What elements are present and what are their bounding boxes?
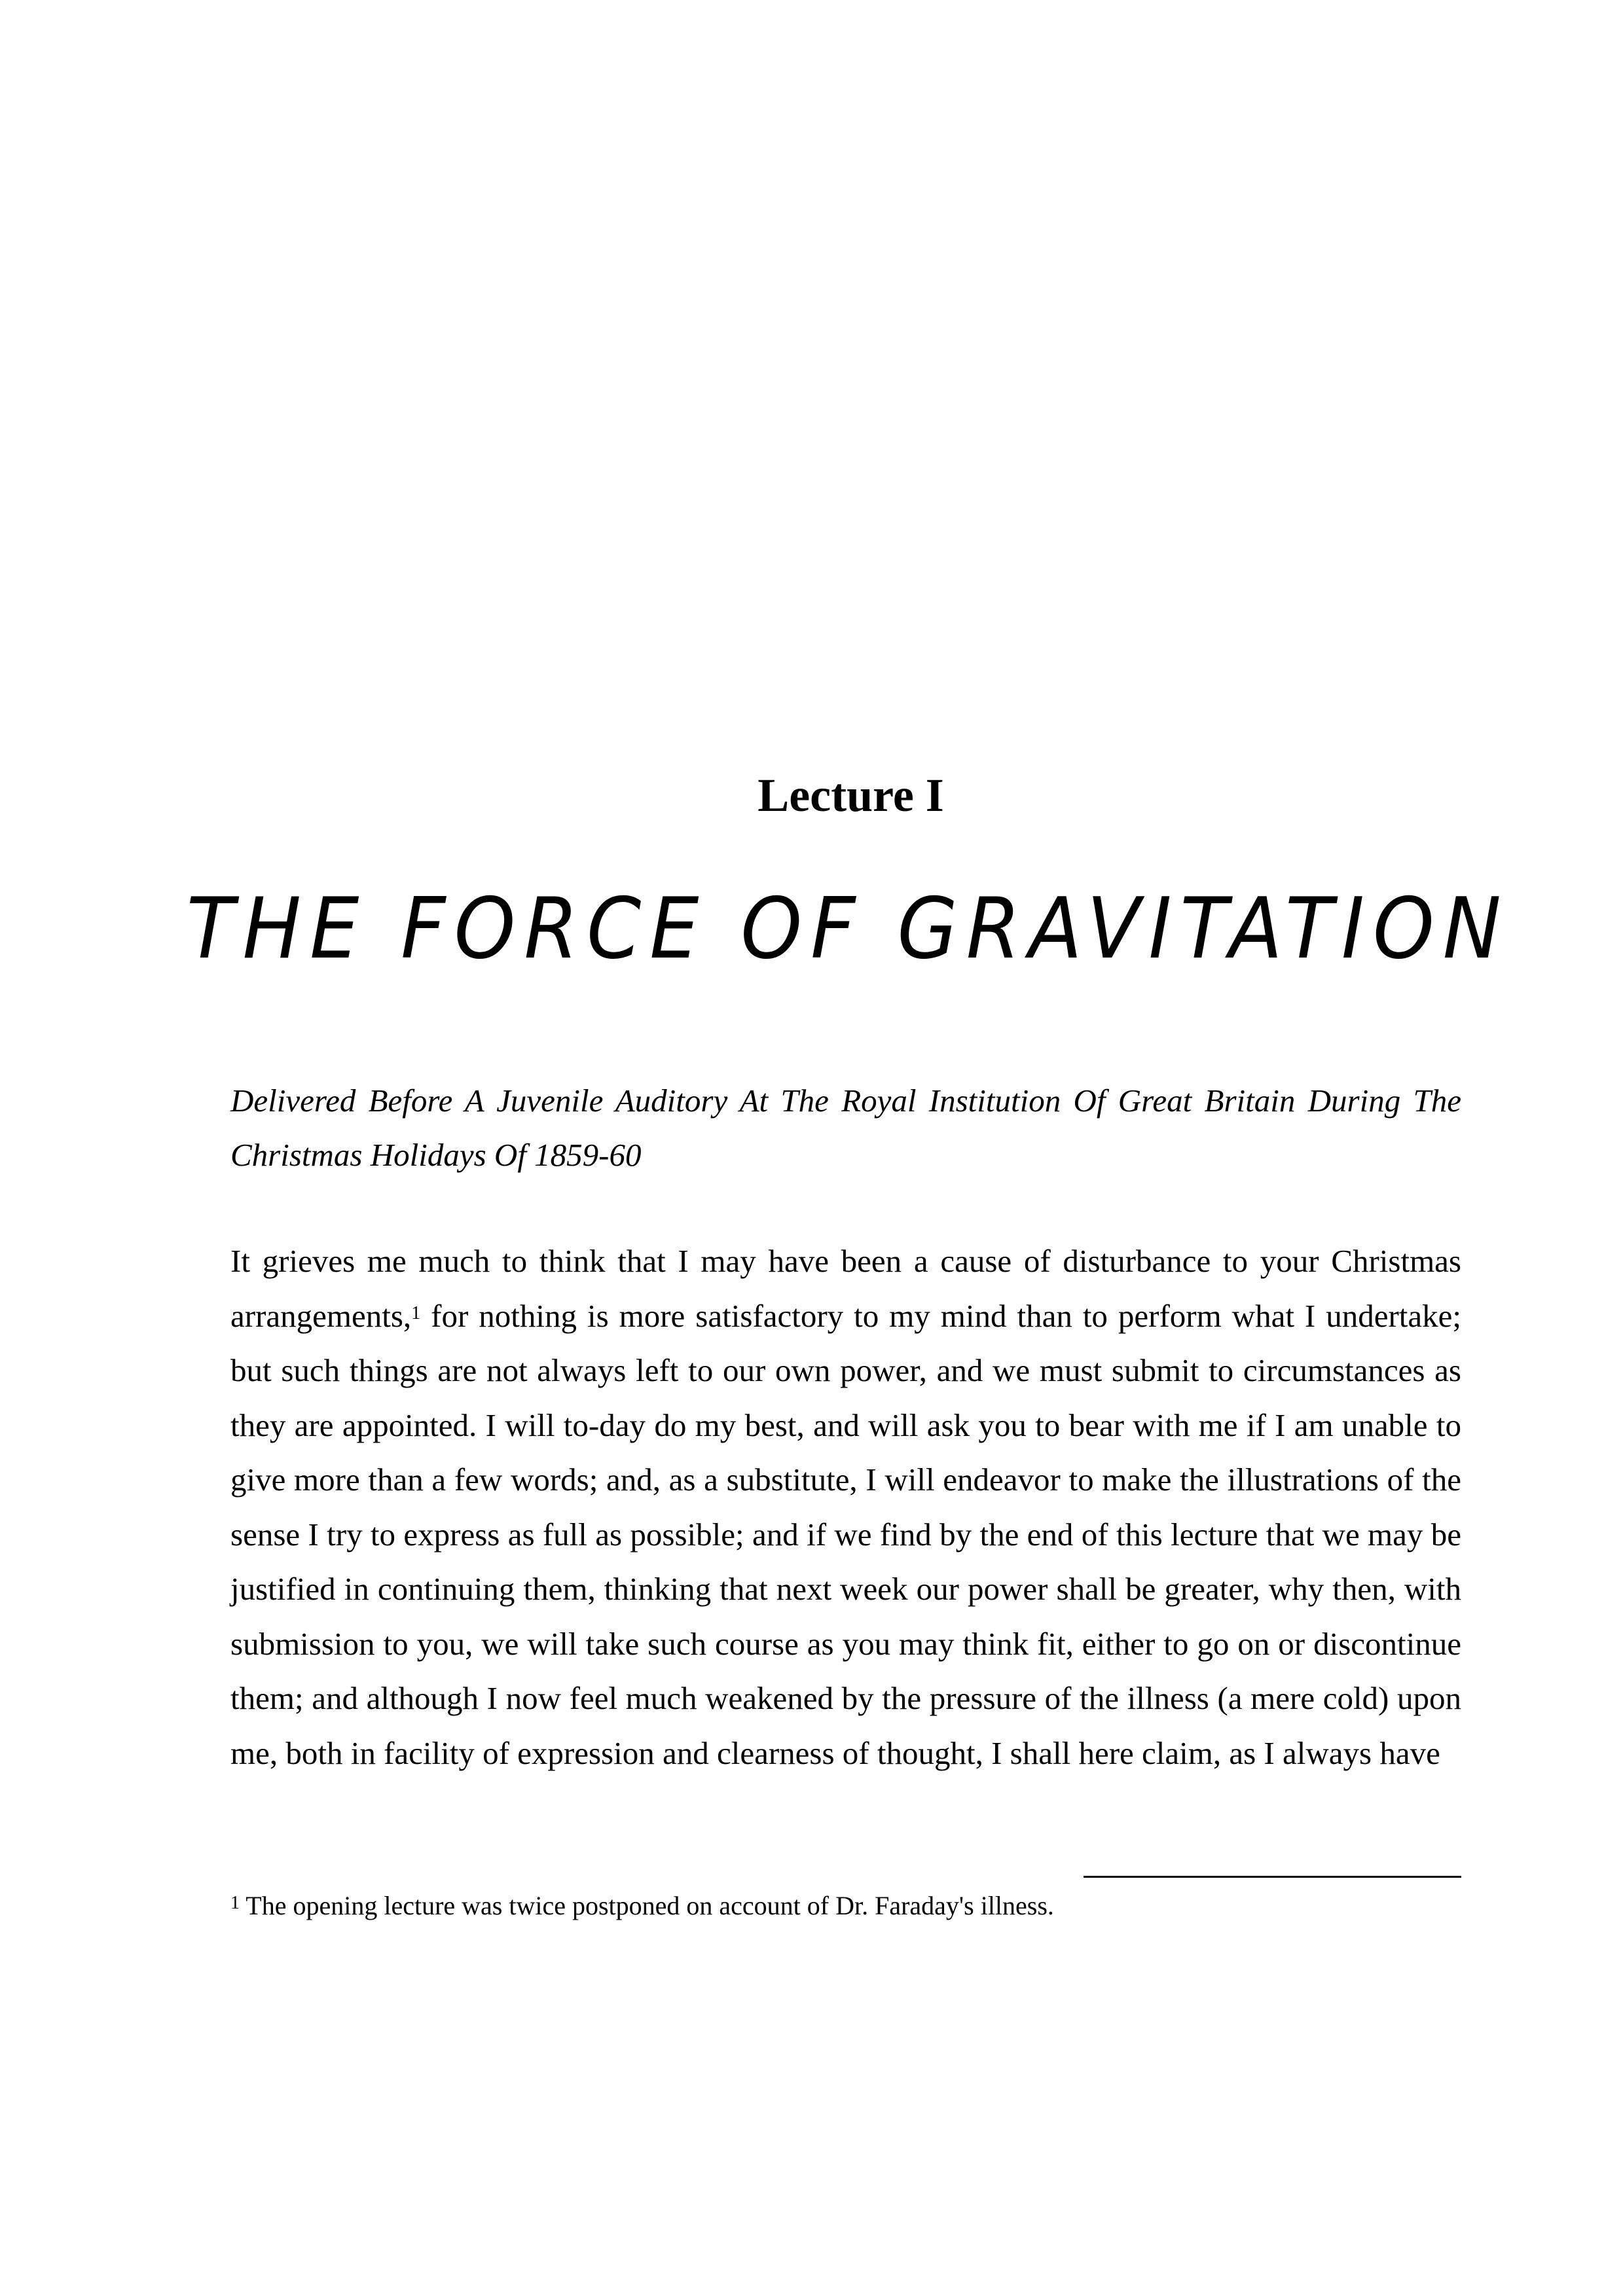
footnote-reference[interactable]: 1 <box>411 1302 421 1323</box>
body-text-start: It grieves me much to think that I may have been a cause of disturbance to your Christmas arrangements, <box>230 1243 1461 1334</box>
body-paragraph <box>230 1234 1461 1780</box>
lecture-number-heading: Lecture I <box>757 769 944 821</box>
footnote-separator <box>1084 1876 1461 1878</box>
footnote-marker: 1 <box>230 1893 240 1913</box>
footnote <box>230 1886 1461 1926</box>
body-text-rest: for nothing is more satisfactory to my mind than to perform what I undertake; but such things are not always left to our own power, and we must submit to circumstances as they are appointed. I will to-day do my best, and will ask you to bear with me if I am unable to give more than a few words; and, as a substitute, I will endeavor to make the illustrations of the sense I try to express as full as possible; and if we find by the end of this lecture that we may be justified in continuing them, thinking that next week our power shall be greater, why then, with submission to you, we will take such course as you may think fit, either to go on or discontinue them; and although I now feel much weakened by the pressure of the illness (a mere cold) upon me, both in facility of expression and clearness of thought, I shall here claim, as I always have <box>230 1297 1461 1771</box>
footnote-text: The opening lecture was twice postponed on account of Dr. Faraday's illness. <box>240 1891 1054 1920</box>
lecture-title: THE FORCE OF GRAVITATION <box>186 880 1510 978</box>
lecture-subtitle: Delivered Before A Juvenile Auditory At The Royal Institution Of Great Britain During The Christmas Holidays Of 1859-60 <box>230 1083 1461 1173</box>
